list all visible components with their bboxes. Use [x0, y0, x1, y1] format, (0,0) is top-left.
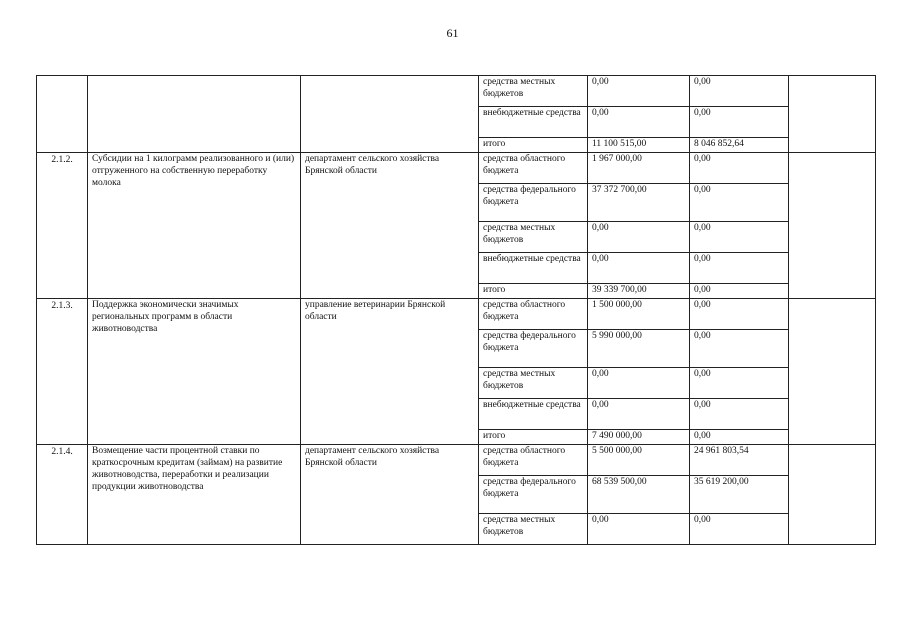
- value2-cell: 0,00: [690, 76, 789, 107]
- value2-cell: 0,00: [690, 253, 789, 284]
- source-cell: внебюджетные средства: [479, 399, 588, 430]
- item-number-cell: 2.1.4.: [37, 445, 88, 545]
- value1-cell: 0,00: [588, 222, 690, 253]
- funding-table: [36, 75, 876, 545]
- source-cell: средства федерального бюджета: [479, 330, 588, 368]
- value1-cell: 5 500 000,00: [588, 445, 690, 476]
- value1-cell: 0,00: [588, 514, 690, 545]
- source-cell: средства федерального бюджета: [479, 184, 588, 222]
- source-cell: итого: [479, 138, 588, 153]
- item-name-cell: Поддержка экономически значимых региональных программ в области животноводства: [88, 299, 301, 445]
- empty-cell: [789, 153, 876, 299]
- value2-cell: 0,00: [690, 330, 789, 368]
- item-name-cell: Возмещение части процентной ставки по краткосрочным кредитам (займам) на развитие животноводства, переработки и реализации продукции животноводства: [88, 445, 301, 545]
- source-cell: средства местных бюджетов: [479, 222, 588, 253]
- value2-cell: 0,00: [690, 399, 789, 430]
- value1-cell: 1 500 000,00: [588, 299, 690, 330]
- table-row: [37, 153, 876, 184]
- item-name-cell: Субсидии на 1 килограмм реализованного и (или) отгруженного на собственную переработку молока: [88, 153, 301, 299]
- item-number-cell: [37, 76, 88, 153]
- source-cell: внебюджетные средства: [479, 253, 588, 284]
- empty-cell: [789, 299, 876, 445]
- source-cell: итого: [479, 284, 588, 299]
- value2-cell: 24 961 803,54: [690, 445, 789, 476]
- source-cell: средства областного бюджета: [479, 299, 588, 330]
- item-number-cell: 2.1.2.: [37, 153, 88, 299]
- table-row: [37, 76, 876, 107]
- empty-cell: [789, 76, 876, 153]
- empty-cell: [789, 445, 876, 545]
- item-executor-cell: департамент сельского хозяйства Брянской области: [301, 153, 479, 299]
- value2-cell: 8 046 852,64: [690, 138, 789, 153]
- value1-cell: 39 339 700,00: [588, 284, 690, 299]
- source-cell: средства областного бюджета: [479, 153, 588, 184]
- value1-cell: 1 967 000,00: [588, 153, 690, 184]
- value1-cell: 5 990 000,00: [588, 330, 690, 368]
- item-executor-cell: управление ветеринарии Брянской области: [301, 299, 479, 445]
- value2-cell: 0,00: [690, 299, 789, 330]
- source-cell: средства федерального бюджета: [479, 476, 588, 514]
- item-executor-cell: департамент сельского хозяйства Брянской области: [301, 445, 479, 545]
- value2-cell: 0,00: [690, 284, 789, 299]
- source-cell: средства областного бюджета: [479, 445, 588, 476]
- value2-cell: 0,00: [690, 107, 789, 138]
- value2-cell: 35 619 200,00: [690, 476, 789, 514]
- value2-cell: 0,00: [690, 222, 789, 253]
- value1-cell: 11 100 515,00: [588, 138, 690, 153]
- value1-cell: 7 490 000,00: [588, 430, 690, 445]
- value2-cell: 0,00: [690, 184, 789, 222]
- page-number: 61: [446, 26, 459, 40]
- table-row: [37, 299, 876, 330]
- item-executor-cell: [301, 76, 479, 153]
- table-row: [37, 445, 876, 476]
- value1-cell: 0,00: [588, 253, 690, 284]
- value2-cell: 0,00: [690, 153, 789, 184]
- source-cell: итого: [479, 430, 588, 445]
- value2-cell: 0,00: [690, 514, 789, 545]
- source-cell: средства местных бюджетов: [479, 514, 588, 545]
- item-name-cell: [88, 76, 301, 153]
- item-number-cell: 2.1.3.: [37, 299, 88, 445]
- source-cell: средства местных бюджетов: [479, 76, 588, 107]
- value1-cell: 0,00: [588, 399, 690, 430]
- source-cell: внебюджетные средства: [479, 107, 588, 138]
- value1-cell: 0,00: [588, 107, 690, 138]
- value1-cell: 0,00: [588, 368, 690, 399]
- value2-cell: 0,00: [690, 368, 789, 399]
- source-cell: средства местных бюджетов: [479, 368, 588, 399]
- value1-cell: 37 372 700,00: [588, 184, 690, 222]
- value1-cell: 68 539 500,00: [588, 476, 690, 514]
- value2-cell: 0,00: [690, 430, 789, 445]
- value1-cell: 0,00: [588, 76, 690, 107]
